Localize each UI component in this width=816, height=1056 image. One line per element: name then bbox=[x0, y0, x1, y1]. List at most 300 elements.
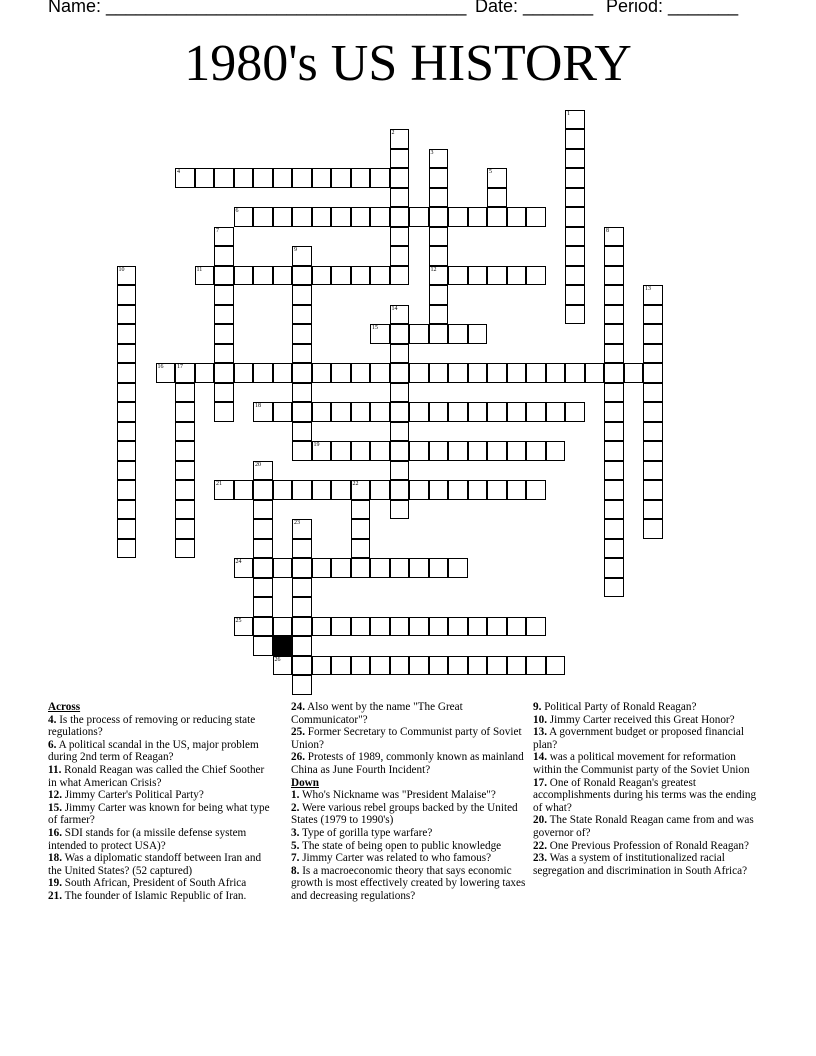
crossword-cell[interactable] bbox=[468, 617, 488, 637]
crossword-cell[interactable] bbox=[429, 617, 449, 637]
crossword-cell[interactable] bbox=[292, 519, 312, 539]
crossword-cell[interactable] bbox=[468, 441, 488, 461]
crossword-cell[interactable] bbox=[175, 402, 195, 422]
crossword-cell[interactable] bbox=[312, 656, 332, 676]
crossword-cell[interactable] bbox=[565, 168, 585, 188]
crossword-cell[interactable] bbox=[214, 324, 234, 344]
crossword-cell[interactable] bbox=[487, 188, 507, 208]
crossword-cell[interactable] bbox=[390, 227, 410, 247]
crossword-cell[interactable] bbox=[604, 402, 624, 422]
crossword-cell[interactable] bbox=[292, 344, 312, 364]
crossword-cell[interactable] bbox=[429, 246, 449, 266]
crossword-cell[interactable] bbox=[526, 480, 546, 500]
crossword-cell[interactable] bbox=[487, 617, 507, 637]
crossword-cell[interactable] bbox=[292, 578, 312, 598]
crossword-cell[interactable] bbox=[468, 480, 488, 500]
crossword-cell[interactable] bbox=[292, 441, 312, 461]
crossword-cell[interactable] bbox=[292, 422, 312, 442]
crossword-cell[interactable] bbox=[253, 636, 273, 656]
crossword-cell[interactable] bbox=[526, 402, 546, 422]
crossword-cell[interactable] bbox=[565, 305, 585, 325]
crossword-cell[interactable] bbox=[351, 617, 371, 637]
crossword-cell[interactable] bbox=[175, 519, 195, 539]
crossword-cell[interactable] bbox=[214, 344, 234, 364]
crossword-cell[interactable] bbox=[214, 363, 234, 383]
crossword-cell[interactable] bbox=[312, 441, 332, 461]
crossword-cell[interactable] bbox=[507, 266, 527, 286]
crossword-cell[interactable] bbox=[643, 422, 663, 442]
crossword-cell[interactable] bbox=[117, 266, 137, 286]
crossword-cell[interactable] bbox=[175, 539, 195, 559]
crossword-cell[interactable] bbox=[507, 363, 527, 383]
crossword-cell[interactable] bbox=[604, 285, 624, 305]
crossword-cell[interactable] bbox=[487, 402, 507, 422]
crossword-cell[interactable] bbox=[351, 168, 371, 188]
crossword-cell[interactable] bbox=[214, 285, 234, 305]
clue-number: 2 bbox=[391, 130, 395, 136]
crossword-cell[interactable] bbox=[312, 558, 332, 578]
crossword-cell[interactable] bbox=[234, 266, 254, 286]
crossword-cell[interactable] bbox=[273, 558, 293, 578]
crossword-cell[interactable] bbox=[429, 285, 449, 305]
crossword-cell[interactable] bbox=[468, 363, 488, 383]
crossword-cell[interactable] bbox=[292, 285, 312, 305]
crossword-cell[interactable] bbox=[175, 422, 195, 442]
crossword-cell[interactable] bbox=[390, 402, 410, 422]
crossword-cell[interactable] bbox=[487, 266, 507, 286]
clue-item: 18. Was a diplomatic standoff between Iran and the United States? (52 captured) bbox=[48, 852, 262, 877]
crossword-cell[interactable] bbox=[565, 266, 585, 286]
crossword-cell[interactable] bbox=[351, 207, 371, 227]
crossword-cell[interactable] bbox=[565, 363, 585, 383]
crossword-cell[interactable] bbox=[565, 285, 585, 305]
crossword-cell[interactable] bbox=[643, 500, 663, 520]
clue-item: 16. SDI stands for (a missile defense system intended to protect USA)? bbox=[48, 826, 247, 852]
crossword-cell[interactable] bbox=[526, 207, 546, 227]
crossword-cell[interactable] bbox=[604, 383, 624, 403]
crossword-cell[interactable] bbox=[429, 188, 449, 208]
crossword-cell[interactable] bbox=[117, 539, 137, 559]
crossword-cell[interactable] bbox=[448, 324, 468, 344]
crossword-cell[interactable] bbox=[429, 558, 449, 578]
crossword-cell[interactable] bbox=[175, 383, 195, 403]
crossword-cell[interactable] bbox=[546, 441, 566, 461]
crossword-cell[interactable] bbox=[507, 480, 527, 500]
crossword-cell[interactable] bbox=[604, 324, 624, 344]
crossword-cell[interactable] bbox=[507, 656, 527, 676]
crossword-cell[interactable] bbox=[370, 402, 390, 422]
crossword-cell[interactable] bbox=[643, 383, 663, 403]
crossword-cell[interactable] bbox=[643, 402, 663, 422]
crossword-cell[interactable] bbox=[390, 363, 410, 383]
crossword-cell[interactable] bbox=[234, 617, 254, 637]
crossword-cell[interactable] bbox=[292, 675, 312, 695]
crossword-cell[interactable] bbox=[195, 363, 215, 383]
crossword-cell[interactable] bbox=[351, 363, 371, 383]
crossword-cell[interactable] bbox=[370, 558, 390, 578]
date-field[interactable]: Date: _______ bbox=[475, 0, 594, 16]
crossword-cell[interactable] bbox=[370, 324, 390, 344]
crossword-cell[interactable] bbox=[565, 110, 585, 130]
crossword-cell[interactable] bbox=[429, 168, 449, 188]
crossword-cell[interactable] bbox=[234, 480, 254, 500]
crossword-cell[interactable] bbox=[175, 480, 195, 500]
crossword-cell[interactable] bbox=[409, 558, 429, 578]
crossword-cell[interactable] bbox=[292, 305, 312, 325]
crossword-cell[interactable] bbox=[409, 324, 429, 344]
crossword-cell[interactable] bbox=[351, 539, 371, 559]
crossword-cell[interactable] bbox=[468, 266, 488, 286]
crossword-cell[interactable] bbox=[604, 461, 624, 481]
crossword-cell[interactable] bbox=[565, 149, 585, 169]
crossword-cell[interactable] bbox=[253, 539, 273, 559]
crossword-cell[interactable] bbox=[429, 266, 449, 286]
crossword-cell[interactable] bbox=[604, 422, 624, 442]
name-field[interactable]: Name: ____________________________________ bbox=[48, 0, 467, 16]
crossword-cell[interactable] bbox=[604, 344, 624, 364]
crossword-cell[interactable] bbox=[292, 539, 312, 559]
crossword-cell[interactable] bbox=[292, 656, 312, 676]
crossword-cell[interactable] bbox=[429, 305, 449, 325]
crossword-cell[interactable] bbox=[312, 402, 332, 422]
crossword-cell[interactable] bbox=[234, 168, 254, 188]
crossword-cell[interactable] bbox=[487, 441, 507, 461]
crossword-cell[interactable] bbox=[331, 480, 351, 500]
crossword-cell[interactable] bbox=[292, 402, 312, 422]
clue-number: 21 bbox=[216, 481, 222, 487]
clue-number: 10 bbox=[118, 266, 125, 273]
crossword-cell[interactable] bbox=[331, 402, 351, 422]
crossword-cell[interactable] bbox=[604, 519, 624, 539]
crossword-cell[interactable] bbox=[604, 578, 624, 598]
crossword-cell[interactable] bbox=[370, 266, 390, 286]
period-field[interactable]: Period: _______ bbox=[606, 0, 739, 16]
crossword-cell[interactable] bbox=[390, 617, 410, 637]
crossword-cell[interactable] bbox=[390, 558, 410, 578]
crossword-cell[interactable] bbox=[507, 402, 527, 422]
crossword-cell[interactable] bbox=[507, 207, 527, 227]
crossword-cell[interactable] bbox=[409, 480, 429, 500]
crossword-cell[interactable] bbox=[292, 324, 312, 344]
crossword-cell[interactable] bbox=[351, 480, 371, 500]
crossword-cell[interactable] bbox=[468, 324, 488, 344]
crossword-cell[interactable] bbox=[643, 324, 663, 344]
crossword-cell[interactable] bbox=[117, 363, 137, 383]
crossword-cell[interactable] bbox=[351, 441, 371, 461]
crossword-cell[interactable] bbox=[214, 227, 234, 247]
crossword-cell[interactable] bbox=[546, 656, 566, 676]
crossword-cell[interactable] bbox=[390, 461, 410, 481]
crossword-cell[interactable] bbox=[448, 363, 468, 383]
crossword-cell[interactable] bbox=[351, 266, 371, 286]
crossword-cell[interactable] bbox=[117, 344, 137, 364]
crossword-cell[interactable] bbox=[253, 363, 273, 383]
crossword-cell[interactable] bbox=[292, 246, 312, 266]
crossword-cell[interactable] bbox=[390, 422, 410, 442]
clue-item: 4. Is the process of removing or reducing state regulations? bbox=[48, 713, 256, 739]
crossword-cell[interactable] bbox=[292, 480, 312, 500]
crossword-cell[interactable] bbox=[604, 500, 624, 520]
crossword-cell[interactable] bbox=[390, 656, 410, 676]
crossword-cell[interactable] bbox=[604, 480, 624, 500]
crossword-cell[interactable] bbox=[448, 480, 468, 500]
crossword-cell[interactable] bbox=[390, 246, 410, 266]
crossword-cell[interactable] bbox=[448, 558, 468, 578]
crossword-cell[interactable] bbox=[292, 266, 312, 286]
crossword-cell[interactable] bbox=[448, 656, 468, 676]
crossword-cell[interactable] bbox=[409, 402, 429, 422]
crossword-cell[interactable] bbox=[117, 383, 137, 403]
crossword-cell[interactable] bbox=[409, 656, 429, 676]
crossword-cell[interactable] bbox=[273, 617, 293, 637]
crossword-cell[interactable] bbox=[175, 168, 195, 188]
crossword-cell[interactable] bbox=[390, 207, 410, 227]
clue-item: 15. Jimmy Carter was known for being what type of farmer? bbox=[48, 801, 270, 827]
crossword-cell[interactable] bbox=[448, 617, 468, 637]
crossword-cell[interactable] bbox=[390, 500, 410, 520]
crossword-cell[interactable] bbox=[565, 207, 585, 227]
crossword-cell[interactable] bbox=[351, 519, 371, 539]
crossword-cell[interactable] bbox=[214, 305, 234, 325]
crossword-cell[interactable] bbox=[117, 461, 137, 481]
crossword-cell[interactable] bbox=[565, 129, 585, 149]
crossword-cell[interactable] bbox=[331, 617, 351, 637]
crossword-cell[interactable] bbox=[292, 168, 312, 188]
crossword-cell[interactable] bbox=[643, 285, 663, 305]
crossword-cell[interactable] bbox=[643, 441, 663, 461]
crossword-cell[interactable] bbox=[604, 441, 624, 461]
crossword-cell[interactable] bbox=[409, 441, 429, 461]
clue-number: 22 bbox=[352, 481, 359, 487]
crossword-cell[interactable] bbox=[468, 656, 488, 676]
crossword-cell[interactable] bbox=[526, 441, 546, 461]
crossword-cell[interactable] bbox=[175, 461, 195, 481]
crossword-cell[interactable] bbox=[253, 461, 273, 481]
crossword-cell[interactable] bbox=[468, 402, 488, 422]
crossword-cell[interactable] bbox=[604, 266, 624, 286]
crossword-cell[interactable] bbox=[390, 344, 410, 364]
crossword-cell[interactable] bbox=[643, 519, 663, 539]
crossword-cell[interactable] bbox=[273, 480, 293, 500]
crossword-cell[interactable] bbox=[234, 363, 254, 383]
crossword-cell[interactable] bbox=[175, 441, 195, 461]
crossword-cell[interactable] bbox=[390, 129, 410, 149]
crossword-cell[interactable] bbox=[253, 168, 273, 188]
crossword-cell[interactable] bbox=[643, 363, 663, 383]
crossword-cell[interactable] bbox=[195, 168, 215, 188]
crossword-cell[interactable] bbox=[565, 402, 585, 422]
crossword-cell[interactable] bbox=[253, 617, 273, 637]
crossword-cell[interactable] bbox=[292, 558, 312, 578]
crossword-cell[interactable] bbox=[487, 363, 507, 383]
crossword-cell[interactable] bbox=[117, 324, 137, 344]
crossword-cell[interactable] bbox=[312, 207, 332, 227]
crossword-cell[interactable] bbox=[487, 168, 507, 188]
clue-item: 23. Was a system of institutionalized racial segregation and discrimination in South Africa? bbox=[533, 852, 748, 877]
crossword-cell[interactable] bbox=[273, 207, 293, 227]
crossword-cell[interactable] bbox=[643, 480, 663, 500]
crossword-cell[interactable] bbox=[546, 402, 566, 422]
clue-item: 1. Who's Nickname was "President Malaise"? bbox=[291, 789, 496, 802]
crossword-cell[interactable] bbox=[643, 344, 663, 364]
crossword-cell[interactable] bbox=[409, 207, 429, 227]
crossword-cell[interactable] bbox=[390, 305, 410, 325]
crossword-cell[interactable] bbox=[604, 558, 624, 578]
crossword-cell[interactable] bbox=[117, 519, 137, 539]
crossword-cell[interactable] bbox=[253, 402, 273, 422]
crossword-cell[interactable] bbox=[214, 246, 234, 266]
crossword-cell[interactable] bbox=[234, 558, 254, 578]
crossword-cell[interactable] bbox=[214, 480, 234, 500]
crossword-cell[interactable] bbox=[429, 656, 449, 676]
crossword-cell[interactable] bbox=[292, 636, 312, 656]
crossword-cell[interactable] bbox=[468, 207, 488, 227]
crossword-cell[interactable] bbox=[370, 441, 390, 461]
crossword-cell[interactable] bbox=[390, 149, 410, 169]
crossword-cell[interactable] bbox=[117, 402, 137, 422]
crossword-cell[interactable] bbox=[351, 500, 371, 520]
crossword-cell[interactable] bbox=[429, 363, 449, 383]
crossword-cell[interactable] bbox=[604, 305, 624, 325]
crossword-cell[interactable] bbox=[331, 656, 351, 676]
crossword-cell[interactable] bbox=[526, 656, 546, 676]
crossword-cell[interactable] bbox=[273, 266, 293, 286]
crossword-cell[interactable] bbox=[214, 168, 234, 188]
crossword-cell[interactable] bbox=[507, 617, 527, 637]
crossword-cell[interactable] bbox=[526, 266, 546, 286]
crossword-cell[interactable] bbox=[312, 363, 332, 383]
crossword-cell[interactable] bbox=[234, 207, 254, 227]
crossword-cell[interactable] bbox=[370, 617, 390, 637]
crossword-cell[interactable] bbox=[565, 246, 585, 266]
crossword-cell[interactable] bbox=[214, 402, 234, 422]
crossword-cell[interactable] bbox=[292, 363, 312, 383]
crossword-cell[interactable] bbox=[253, 207, 273, 227]
crossword-cell[interactable] bbox=[273, 656, 293, 676]
crossword-cell[interactable] bbox=[429, 324, 449, 344]
crossword-cell[interactable] bbox=[643, 461, 663, 481]
crossword-cell[interactable] bbox=[214, 383, 234, 403]
crossword-cell[interactable] bbox=[312, 480, 332, 500]
crossword-cell[interactable] bbox=[253, 558, 273, 578]
crossword-cell[interactable] bbox=[117, 422, 137, 442]
crossword-cell[interactable] bbox=[390, 383, 410, 403]
crossword-cell[interactable] bbox=[604, 363, 624, 383]
crossword-cell[interactable] bbox=[292, 383, 312, 403]
crossword-cell[interactable] bbox=[448, 266, 468, 286]
crossword-cell[interactable] bbox=[175, 500, 195, 520]
clue-item: 20. The State Ronald Reagan came from and was governor of? bbox=[533, 814, 754, 839]
crossword-cell[interactable] bbox=[292, 597, 312, 617]
crossword-cell[interactable] bbox=[370, 363, 390, 383]
crossword-cell[interactable] bbox=[370, 168, 390, 188]
crossword-cell[interactable] bbox=[331, 266, 351, 286]
crossword-cell[interactable] bbox=[292, 617, 312, 637]
crossword-cell[interactable] bbox=[448, 207, 468, 227]
crossword-cell[interactable] bbox=[253, 519, 273, 539]
crossword-cell[interactable] bbox=[253, 266, 273, 286]
crossword-cell[interactable] bbox=[643, 305, 663, 325]
crossword-cell[interactable] bbox=[429, 402, 449, 422]
crossword-cell[interactable] bbox=[195, 266, 215, 286]
crossword-cell[interactable] bbox=[604, 539, 624, 559]
crossword-cell[interactable] bbox=[273, 363, 293, 383]
crossword-cell[interactable] bbox=[546, 363, 566, 383]
crossword-cell[interactable] bbox=[156, 363, 176, 383]
crossword-cell[interactable] bbox=[409, 617, 429, 637]
crossword-cell[interactable] bbox=[487, 480, 507, 500]
crossword-cell[interactable] bbox=[565, 188, 585, 208]
crossword-cell[interactable] bbox=[370, 656, 390, 676]
crossword-cell[interactable] bbox=[624, 363, 644, 383]
crossword-cell[interactable] bbox=[331, 363, 351, 383]
crossword-cell[interactable] bbox=[487, 656, 507, 676]
crossword-cell[interactable] bbox=[487, 207, 507, 227]
crossword-cell[interactable] bbox=[117, 441, 137, 461]
crossword-cell[interactable] bbox=[351, 656, 371, 676]
crossword-cell[interactable] bbox=[409, 363, 429, 383]
crossword-cell[interactable] bbox=[448, 402, 468, 422]
crossword-cell[interactable] bbox=[253, 597, 273, 617]
crossword-cell[interactable] bbox=[117, 305, 137, 325]
crossword-cell[interactable] bbox=[273, 168, 293, 188]
crossword-cell[interactable] bbox=[526, 363, 546, 383]
clue-item: 24. Also went by the name "The Great Communicator"? bbox=[291, 701, 463, 726]
crossword-cell[interactable] bbox=[273, 402, 293, 422]
crossword-cell[interactable] bbox=[429, 480, 449, 500]
crossword-cell[interactable] bbox=[292, 207, 312, 227]
crossword-cell[interactable] bbox=[370, 207, 390, 227]
crossword-cell[interactable] bbox=[390, 266, 410, 286]
crossword-cell[interactable] bbox=[429, 227, 449, 247]
crossword-cell[interactable] bbox=[253, 500, 273, 520]
crossword-cell[interactable] bbox=[253, 480, 273, 500]
crossword-cell[interactable] bbox=[390, 168, 410, 188]
crossword-cell[interactable] bbox=[429, 149, 449, 169]
crossword-cell[interactable] bbox=[565, 227, 585, 247]
crossword-cell[interactable] bbox=[604, 246, 624, 266]
crossword-cell[interactable] bbox=[507, 441, 527, 461]
crossword-cell[interactable] bbox=[214, 266, 234, 286]
crossword-cell[interactable] bbox=[312, 617, 332, 637]
crossword-cell[interactable] bbox=[429, 441, 449, 461]
crossword-cell[interactable] bbox=[331, 441, 351, 461]
crossword-cell[interactable] bbox=[117, 500, 137, 520]
crossword-cell[interactable] bbox=[175, 363, 195, 383]
crossword-cell[interactable] bbox=[331, 168, 351, 188]
crossword-cell[interactable] bbox=[585, 363, 605, 383]
crossword-cell[interactable] bbox=[117, 285, 137, 305]
crossword-cell[interactable] bbox=[390, 480, 410, 500]
crossword-cell[interactable] bbox=[390, 441, 410, 461]
crossword-cell[interactable] bbox=[448, 441, 468, 461]
crossword-cell[interactable] bbox=[312, 266, 332, 286]
crossword-cell[interactable] bbox=[331, 558, 351, 578]
crossword-cell[interactable] bbox=[390, 188, 410, 208]
crossword-cell[interactable] bbox=[351, 558, 371, 578]
crossword-cell[interactable] bbox=[253, 578, 273, 598]
crossword-cell[interactable] bbox=[351, 402, 371, 422]
crossword-cell[interactable] bbox=[390, 324, 410, 344]
crossword-cell[interactable] bbox=[312, 168, 332, 188]
crossword-cell[interactable] bbox=[331, 207, 351, 227]
crossword-cell[interactable] bbox=[429, 207, 449, 227]
crossword-cell[interactable] bbox=[526, 617, 546, 637]
down-heading: Down bbox=[291, 776, 319, 789]
crossword-cell[interactable] bbox=[117, 480, 137, 500]
crossword-cell[interactable] bbox=[370, 480, 390, 500]
crossword-cell[interactable] bbox=[604, 227, 624, 247]
